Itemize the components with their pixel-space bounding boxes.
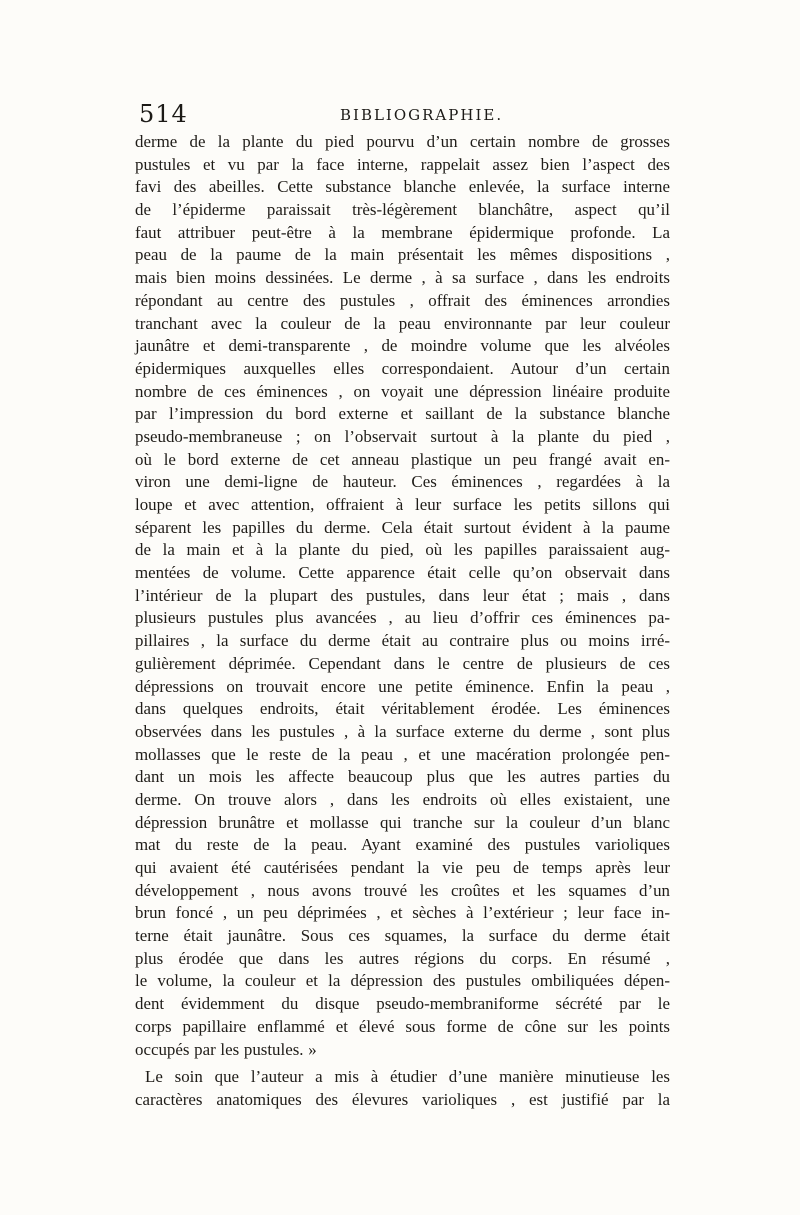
- text-line: mentées de volume. Cette apparence était celle qu’on observait dans: [135, 563, 670, 583]
- text-line: dépression brunâtre et mollasse qui tranche sur la couleur d’un blanc: [135, 812, 670, 832]
- text-line: séparent les papilles du derme. Cela était surtout évident à la paume: [135, 517, 670, 537]
- text-line: plus érodée que dans les autres régions du corps. En résumé ,: [135, 948, 670, 968]
- text-line: brun foncé , un peu déprimées , et sèches à l’extérieur ; leur face in-: [135, 903, 670, 923]
- text-line: nombre de ces éminences , on voyait une dépression linéaire produite: [135, 381, 670, 401]
- text-line: dans quelques endroits, était véritablement érodée. Les éminences: [135, 699, 670, 719]
- text-line: peau de la paume de la main présentait les mêmes dispositions ,: [135, 245, 670, 265]
- text-line: où le bord externe de cet anneau plastique un peu frangé avait en-: [135, 449, 670, 469]
- text-line: tranchant avec la couleur de la peau environnante par leur couleur: [135, 313, 670, 333]
- text-line: occupés par les pustules. »: [135, 1039, 317, 1059]
- text-line: pseudo-membraneuse ; on l’observait surtout à la plante du pied ,: [135, 426, 670, 446]
- text-line: Le soin que l’auteur a mis à étudier d’une manière minutieuse les: [145, 1067, 670, 1087]
- text-line: qui avaient été cautérisées pendant la vie peu de temps après leur: [135, 858, 670, 877]
- body-text: [135, 131, 670, 1112]
- text-line: plusieurs pustules plus avancées , au lieu d’offrir ces éminences pa-: [135, 608, 670, 628]
- text-line: faut attribuer peut-être à la membrane épidermique profonde. La: [135, 222, 670, 242]
- text-line: caractères anatomiques des élevures varioliques , est justifié par la: [135, 1089, 670, 1109]
- page-header: [135, 100, 670, 130]
- text-line: pustules et vu par la face interne, rappelait assez bien l’aspect des: [135, 154, 670, 174]
- text-line: l’intérieur de la plupart des pustules, dans leur état ; mais , dans: [135, 585, 670, 605]
- text-line: derme de la plante du pied pourvu d’un certain nombre de grosses: [135, 132, 670, 151]
- text-line: mais bien moins dessinées. Le derme , à sa surface , dans les endroits: [135, 268, 670, 288]
- text-line: dent évidemment du disque pseudo-membraniforme sécrété par le: [135, 994, 670, 1014]
- text-line: épidermiques auxquelles elles correspondaient. Autour d’un certain: [135, 358, 670, 378]
- text-line: répondant au centre des pustules , offrait des éminences arrondies: [135, 290, 670, 310]
- text-line: loupe et avec attention, offraient à leur surface les petits sillons qui: [135, 495, 670, 514]
- running-head: BIBLIOGRAPHIE.: [340, 106, 504, 124]
- text-line: favi des abeilles. Cette substance blanche enlevée, la surface interne: [135, 177, 670, 197]
- text-line: terne était jaunâtre. Sous ces squames, la surface du derme était: [135, 926, 670, 946]
- text-line: gulièrement déprimée. Cependant dans le centre de plusieurs de ces: [135, 653, 670, 673]
- text-line: jaunâtre et demi-transparente , de moindre volume que les alvéoles: [135, 336, 670, 356]
- text-line: mollasses que le reste de la peau , et une macération prolongée pen-: [135, 744, 670, 764]
- text-line: pillaires , la surface du derme était au contraire plus ou moins irré-: [135, 631, 670, 651]
- text-line: corps papillaire enflammé et élevé sous forme de cône sur les points: [135, 1016, 670, 1036]
- text-line: développement , nous avons trouvé les croûtes et les squames d’un: [135, 880, 670, 900]
- text-line: dant un mois les affecte beaucoup plus que les autres parties du: [135, 767, 670, 787]
- text-line: viron une demi-ligne de hauteur. Ces éminences , regardées à la: [135, 472, 670, 492]
- text-line: dépressions on trouvait encore une petite éminence. Enfin la peau ,: [135, 676, 670, 696]
- text-line: par l’impression du bord externe et saillant de la substance blanche: [135, 404, 670, 424]
- page-number: 514: [139, 100, 188, 128]
- text-line: de l’épiderme paraissait très-légèrement blanchâtre, aspect qu’il: [135, 200, 670, 220]
- text-line: mat du reste de la peau. Ayant examiné des pustules varioliques: [135, 835, 670, 855]
- text-line: de la main et à la plante du pied, où les papilles paraissaient aug-: [135, 540, 670, 560]
- text-line: observées dans les pustules , à la surface externe du derme , sont plus: [135, 721, 670, 741]
- text-line: derme. On trouve alors , dans les endroits où elles existaient, une: [135, 789, 670, 809]
- text-line: le volume, la couleur et la dépression des pustules ombiliquées dépen-: [135, 971, 670, 991]
